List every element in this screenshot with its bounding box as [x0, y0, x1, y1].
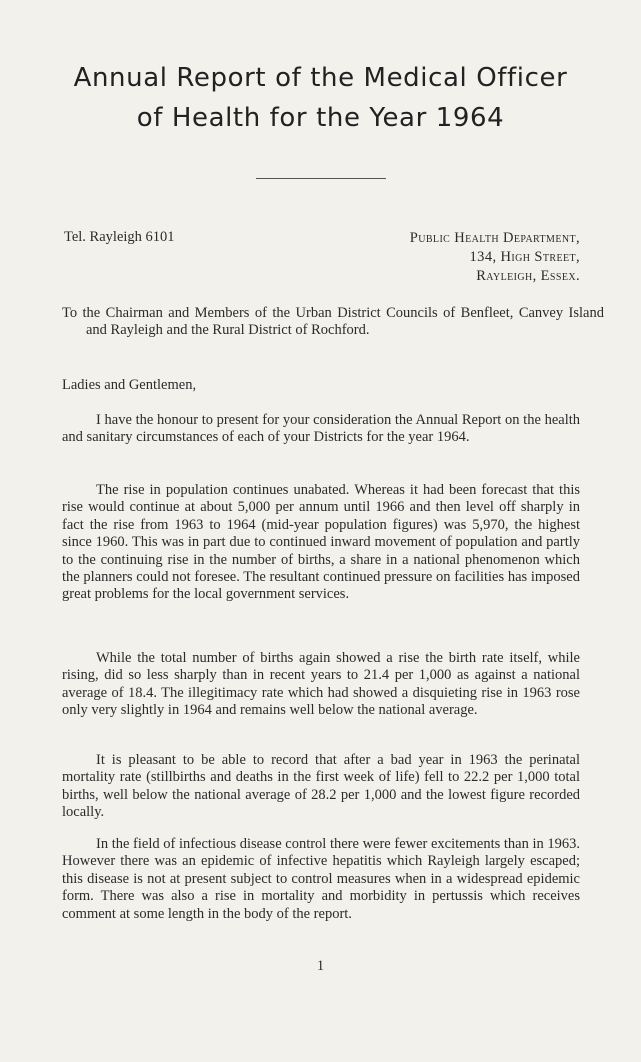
paragraph-4: It is pleasant to be able to record that after a bad year in 1963 the perinatal mortality rate (stillbirths and deaths in the first week of life) fell to 22.2 per 1,000 total births, well below the national average of 28.2 per 1,000 and the lowest figure recorded locally.	[62, 752, 580, 821]
title-line-1: Annual Report of the Medical Officer	[73, 63, 568, 93]
addressee: To the Chairman and Members of the Urban District Councils of Benfleet, Canvey Island and Rayleigh and the Rural District of Rochford.	[62, 305, 604, 339]
department-address	[410, 229, 580, 286]
paragraph-1: I have the honour to present for your consideration the Annual Report on the health and sanitary circumstances of each of your Districts for the year 1964.	[62, 412, 580, 446]
salutation: Ladies and Gentlemen,	[62, 377, 197, 393]
title-line-2: of Health for the Year 1964	[136, 103, 505, 133]
address-line-2: 134, High Street,	[469, 249, 580, 265]
address-line-1: Public Health Department,	[409, 230, 580, 246]
paragraph-2: The rise in population continues unabated. Whereas it had been forecast that this rise would continue at about 5,000 per annum until 1966 and then level off sharply in fact the rise from 1963 to 1964 (mid-year population figures) was 5,970, the highest since 1960. This was in part due to continued inward movement of population and partly to the continuing rise in the number of births, a share in a national phenomenon which the planners could not foresee. The resultant continued pressure on facilities has imposed great problems for the local government services.	[62, 482, 580, 603]
address-line-3: Rayleigh, Essex.	[476, 268, 580, 284]
page-number: 1	[316, 958, 325, 974]
report-title	[0, 58, 641, 138]
paragraph-5: In the field of infectious disease control there were fewer excitements than in 1963. However there was an epidemic of infective hepatitis which Rayleigh largely escaped; this disease is not at present subject to control measures when in a widespread epidemic form. There was also a rise in mortality and morbidity in pertussis which receives comment at some length in the body of the report.	[62, 836, 580, 922]
paragraph-3: While the total number of births again showed a rise the birth rate itself, while rising, did so less sharply than in recent years to 21.4 per 1,000 as against a national average of 18.4. The illegitimacy rate which had showed a disquieting rise in 1963 rose only very slightly in 1964 and remains well below the national average.	[62, 650, 580, 719]
telephone-number: Tel. Rayleigh 6101	[64, 229, 175, 245]
title-divider	[256, 178, 386, 179]
